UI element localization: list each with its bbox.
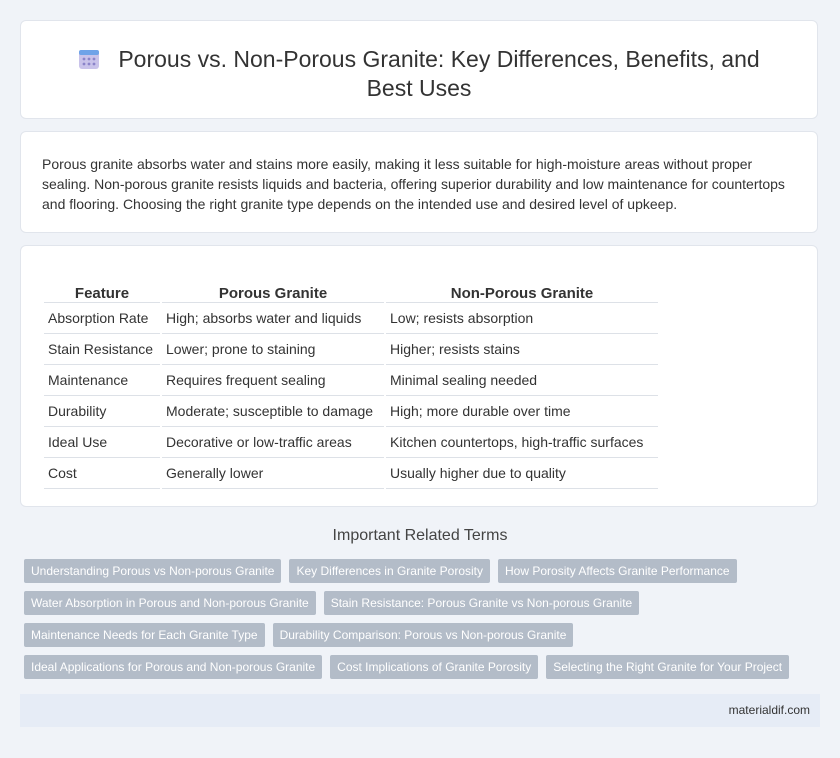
- page-title: Porous vs. Non-Porous Granite: Key Differences, Benefits, and Best Uses: [118, 46, 760, 101]
- table-cell: Low; resists absorption: [386, 303, 658, 334]
- related-term-tag[interactable]: Key Differences in Granite Porosity: [289, 559, 490, 583]
- header-porous: Porous Granite: [162, 273, 384, 303]
- header-non-porous: Non-Porous Granite: [386, 273, 658, 303]
- table-cell: High; absorbs water and liquids: [162, 303, 384, 334]
- comparison-card: [20, 245, 818, 507]
- tag-row: [24, 655, 814, 679]
- title-card: [20, 20, 818, 119]
- table-cell: Ideal Use: [44, 427, 160, 458]
- table-row: [44, 365, 658, 396]
- table-cell: Minimal sealing needed: [386, 365, 658, 396]
- table-cell: Generally lower: [162, 458, 384, 489]
- related-terms-heading: Important Related Terms: [332, 527, 508, 544]
- table-header-row: [44, 273, 658, 303]
- related-term-tag[interactable]: Stain Resistance: Porous Granite vs Non-porous Granite: [324, 591, 639, 615]
- header-feature: Feature: [44, 273, 160, 303]
- table-cell: Durability: [44, 396, 160, 427]
- tag-row: [24, 559, 814, 583]
- related-term-tag[interactable]: Maintenance Needs for Each Granite Type: [24, 623, 265, 647]
- table-cell: High; more durable over time: [386, 396, 658, 427]
- tag-row: [24, 623, 814, 647]
- intro-paragraph: Porous granite absorbs water and stains more easily, making it less suitable for high-moisture areas without proper sealing. Non-porous granite resists liquids and bacteria, offering superior durability and low maintenance for countertops and flooring. Choosing the right granite type depends on the intended use and desired level of upkeep.: [42, 156, 785, 212]
- table-cell: Cost: [44, 458, 160, 489]
- related-term-tag[interactable]: Cost Implications of Granite Porosity: [330, 655, 538, 679]
- related-term-tag[interactable]: Ideal Applications for Porous and Non-porous Granite: [24, 655, 322, 679]
- table-cell: Maintenance: [44, 365, 160, 396]
- related-terms-list: [24, 559, 814, 687]
- comparison-table: [42, 273, 660, 489]
- table-cell: Moderate; susceptible to damage: [162, 396, 384, 427]
- table-row: [44, 458, 658, 489]
- table-cell: Kitchen countertops, high-traffic surfaces: [386, 427, 658, 458]
- related-term-tag[interactable]: Selecting the Right Granite for Your Project: [546, 655, 789, 679]
- intro-card: [20, 131, 818, 233]
- table-cell: Lower; prone to staining: [162, 334, 384, 365]
- table-cell: Decorative or low-traffic areas: [162, 427, 384, 458]
- table-row: [44, 396, 658, 427]
- footer: [20, 694, 820, 727]
- table-cell: Absorption Rate: [44, 303, 160, 334]
- table-cell: Usually higher due to quality: [386, 458, 658, 489]
- table-cell: Requires frequent sealing: [162, 365, 384, 396]
- table-cell: Higher; resists stains: [386, 334, 658, 365]
- table-cell: Stain Resistance: [44, 334, 160, 365]
- table-row: [44, 427, 658, 458]
- related-term-tag[interactable]: How Porosity Affects Granite Performance: [498, 559, 737, 583]
- table-row: [44, 334, 658, 365]
- tag-row: [24, 591, 814, 615]
- table-row: [44, 303, 658, 334]
- page-title-wrap: [21, 45, 817, 103]
- footer-site-link[interactable]: materialdif.com: [728, 703, 810, 717]
- calendar-icon: [78, 48, 100, 70]
- related-term-tag[interactable]: Durability Comparison: Porous vs Non-porous Granite: [273, 623, 574, 647]
- related-term-tag[interactable]: Water Absorption in Porous and Non-porous Granite: [24, 591, 316, 615]
- related-term-tag[interactable]: Understanding Porous vs Non-porous Granite: [24, 559, 281, 583]
